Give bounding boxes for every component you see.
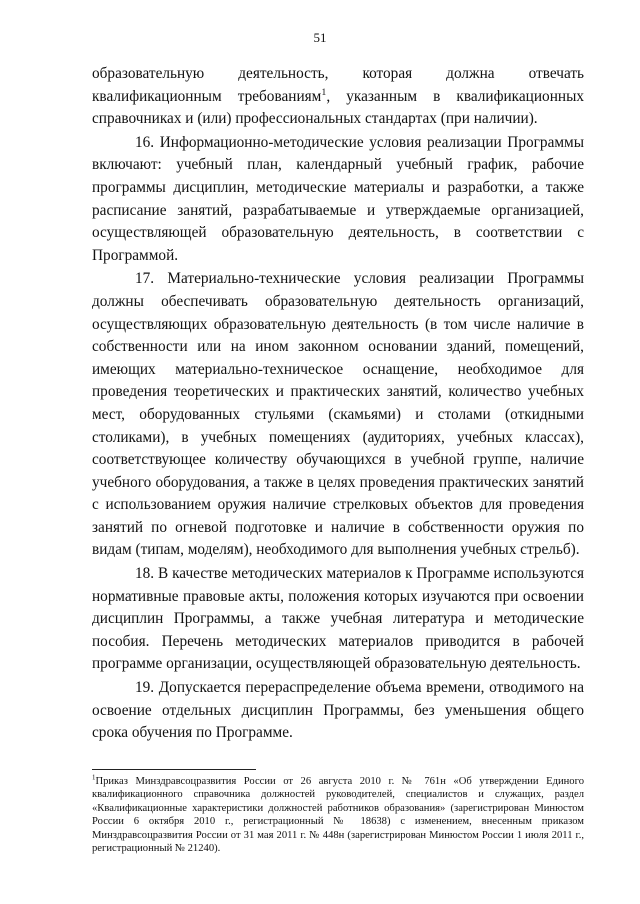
footnote-text: Приказ Минздравсоцразвития России от 26 августа 2010 г. № 761н «Об утверждении Единого квалификационного справочника должностей руководителей, специалистов и служащих, раздел «Квалификационные характеристики должностей работников образования» (зарегистрирован Минюстом России 6 октября 2010 г., регистрационный № 18638) с изменением, внесенным приказом Минздравсоцразвития России от 31 мая 2011 г. № 448н (зарегистрирован Минюстом России 1 июля 2011 г., регистрационный № 21240). — [92, 776, 584, 855]
paragraph-continuation-tail: , указанным в квалификационных справочниках и (или) профессиональных стандартах (при наличии). — [92, 87, 584, 128]
footnote-mark: 1 — [92, 774, 96, 782]
paragraph-17: 17. Материально-технические условия реализации Программы должны обеспечивать образовательную деятельность организаций, осуществляющих образовательную деятельность (в том числе наличие в собственности или на ином законном основании зданий, помещений, имеющих материально-техническое оснащение, необходимое для проведения теоретических и практических занятий, количество учебных мест, оборудованных стульями (скамьями) и столами (откидными столиками), в учебных помещениях (аудиториях, учебных классах), соответствующее количеству обучающихся в учебной группе, наличие учебного оборудования, а также в целях проведения практических занятий с использованием оружия наличие стрелковых объектов для проведения занятий по огневой подготовке и наличие в собственности оружия по видам (типам, моделям), необходимого для выполнения учебных стрельб). — [92, 270, 584, 559]
paragraph-18: 18. В качестве методических материалов к Программе используются нормативные правовые акты, положения которых изучаются при освоении дисциплин Программы, а также учебная литература и методические пособия. Перечень методических материалов приводится в рабочей программе организации, осуществляющей образовательную деятельность. — [92, 565, 584, 673]
footnote-reference: 1 — [321, 86, 327, 98]
page-number: 51 — [313, 30, 327, 45]
document-body — [92, 63, 584, 745]
paragraph-continuation-text: образовательную деятельность, которая должна отвечать квалификационным требованиям — [92, 65, 584, 105]
paragraph-19: 19. Допускается перераспределение объема времени, отводимого на освоение отдельных дисциплин Программы, без уменьшения общего срока обучения по Программе. — [92, 679, 584, 742]
footnote — [92, 775, 584, 855]
paragraph-16: 16. Информационно-методические условия реализации Программы включают: учебный план, календарный учебный график, рабочие программы дисциплин, методические материалы и разработки, а также расписание занятий, разрабатываемые и утверждаемые организацией, осуществляющей образовательную деятельность, в соответствии с Программой. — [92, 133, 584, 264]
paragraph-continuation — [92, 63, 584, 131]
footnote-divider — [92, 769, 256, 770]
